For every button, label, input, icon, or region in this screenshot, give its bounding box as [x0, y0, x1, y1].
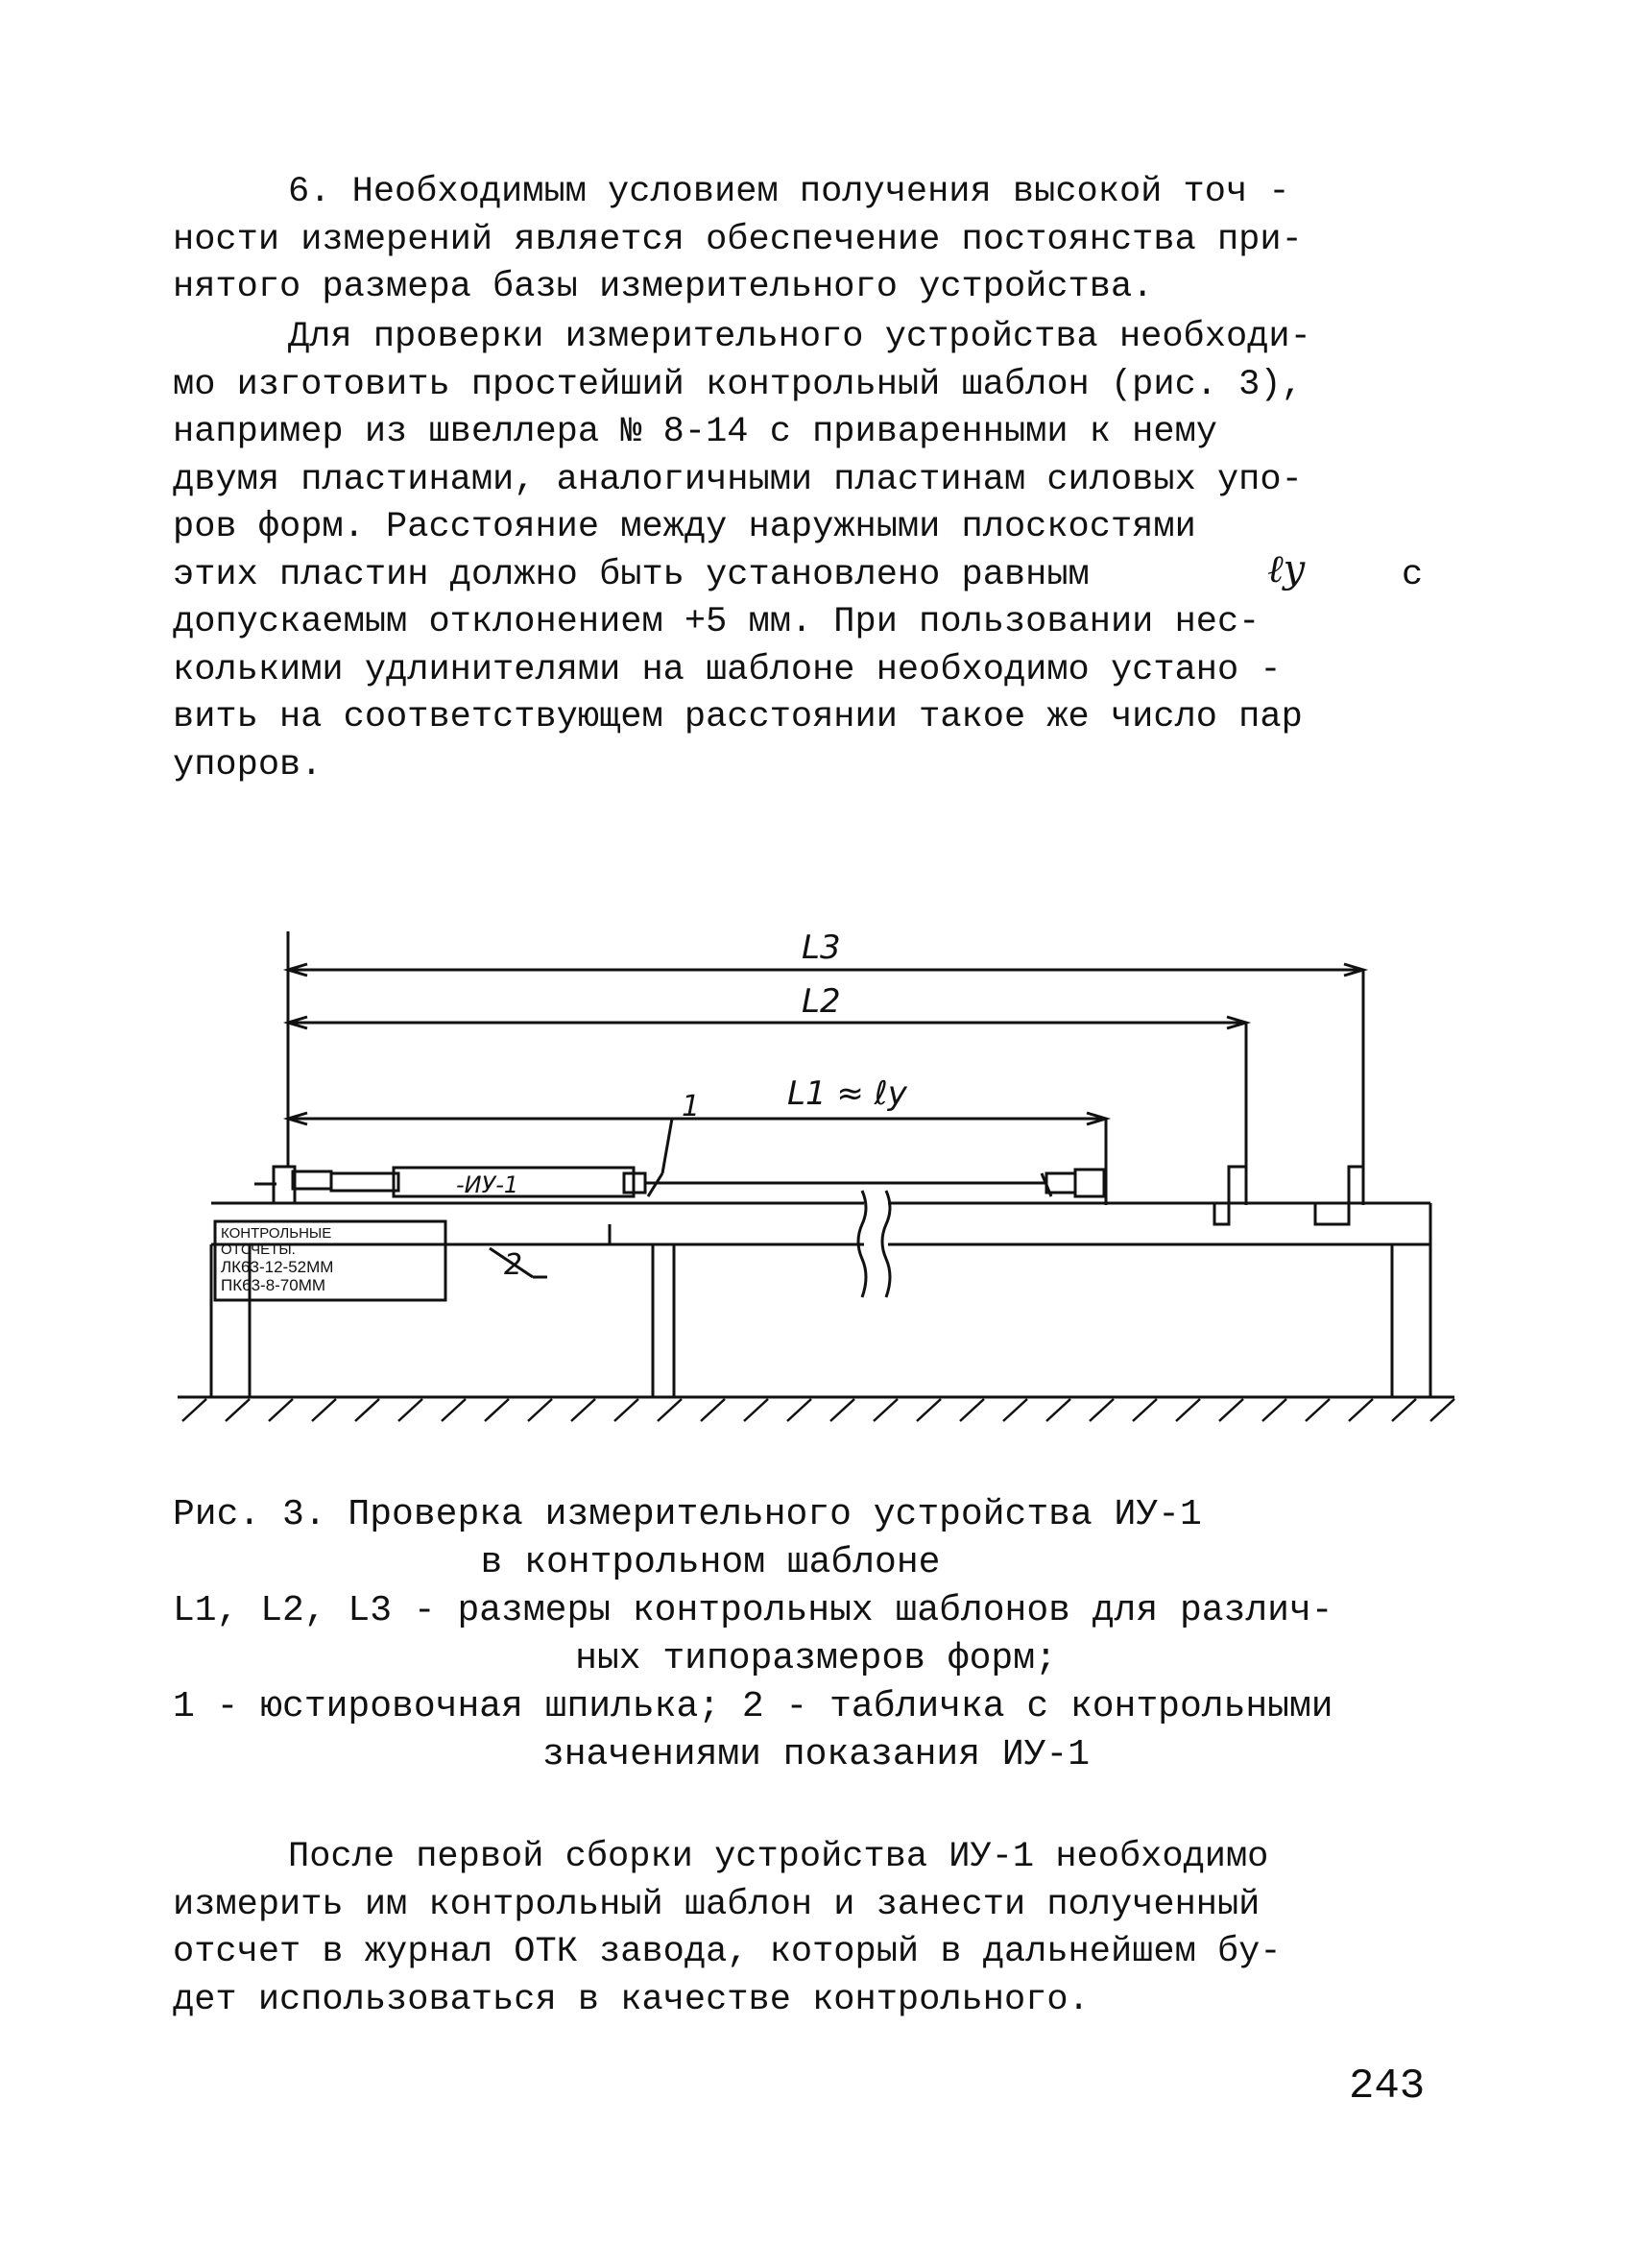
text-line: ности измерений является обеспечение постоянства при-: [173, 219, 1303, 260]
text-line: колькими удлинителями на шаблоне необходимо устано -: [173, 649, 1282, 690]
text-line: Для проверки измерительного устройства необходи-: [288, 317, 1311, 357]
figure-3-drawing: [173, 912, 1459, 1450]
text-line-start: этих пластин должно быть установлено равным: [173, 554, 1090, 595]
text-line: 6. Необходимым условием получения высокой точ -: [288, 172, 1290, 212]
paragraph-3: [173, 1834, 1459, 2024]
caption-legend: 1 - юстировочная шпилька; 2 - табличка с контрольными: [173, 1686, 1333, 1727]
text-line: допускаемым отклонением +5 мм. При пользовании нес-: [173, 602, 1261, 642]
caption-legend: L1, L2, L3 - размеры контрольных шаблонов для различ-: [173, 1590, 1333, 1631]
caption-title: Рис. 3. Проверка измерительного устройства ИУ-1: [173, 1494, 1202, 1535]
callout-1: 1: [682, 1090, 701, 1123]
caption-title-continued: в контрольном шаблоне: [480, 1542, 941, 1583]
text-line: [173, 546, 1459, 600]
ly-symbol: ℓу: [1267, 546, 1306, 591]
plate-text-line: ПК63-8-70ММ: [221, 1276, 326, 1294]
paragraph-1: [173, 169, 1459, 312]
text-line-end: с: [1402, 554, 1424, 595]
text-line: ров форм. Расстояние между наружными плоскостями: [173, 507, 1196, 547]
text-line: вить на соответствующем расстоянии такое же число пар: [173, 697, 1303, 737]
text-line: измерить им контрольный шаблон и занести полученный: [173, 1884, 1261, 1925]
template-drawing: [173, 912, 1459, 1450]
dim-label-L2: L2: [802, 982, 841, 1021]
page-number: 243: [1349, 2063, 1426, 2111]
caption-legend-continued: значениями показания ИУ-1: [541, 1734, 1091, 1775]
device-label: -ИУ-1: [456, 1171, 519, 1198]
text-line: например из швеллера № 8-14 с приваренными к нему: [173, 412, 1217, 452]
text-line: мо изготовить простейший контрольный шаблон (рис. 3),: [173, 364, 1303, 405]
text-line: отсчет в журнал ОТК завода, который в дальнейшем бу-: [173, 1932, 1282, 1972]
text-line: упоров.: [173, 744, 323, 785]
dim-label-L1: L1 ≈ ℓу: [787, 1074, 907, 1113]
text-line: дет использоваться в качестве контрольного.: [173, 1979, 1090, 2020]
figure-caption: [173, 1491, 1459, 1779]
text-line: двумя пластинами, аналогичными пластинам силовых упо-: [173, 459, 1303, 500]
caption-legend-continued: ных типоразмеров форм;: [575, 1638, 1057, 1679]
callout-2: 2: [504, 1248, 523, 1282]
text-line: нятого размера базы измерительного устройства.: [173, 267, 1154, 307]
dim-label-L3: L3: [802, 929, 841, 967]
plate-text-line: ЛК63-12-52ММ: [221, 1258, 334, 1276]
plate-text-line: ОТСЧЕТЫ.: [221, 1242, 296, 1258]
paragraph-2: [173, 314, 1459, 789]
text-line: После первой сборки устройства ИУ-1 необходимо: [288, 1837, 1269, 1877]
plate-text-line: КОНТРОЛЬНЫЕ: [221, 1225, 332, 1242]
